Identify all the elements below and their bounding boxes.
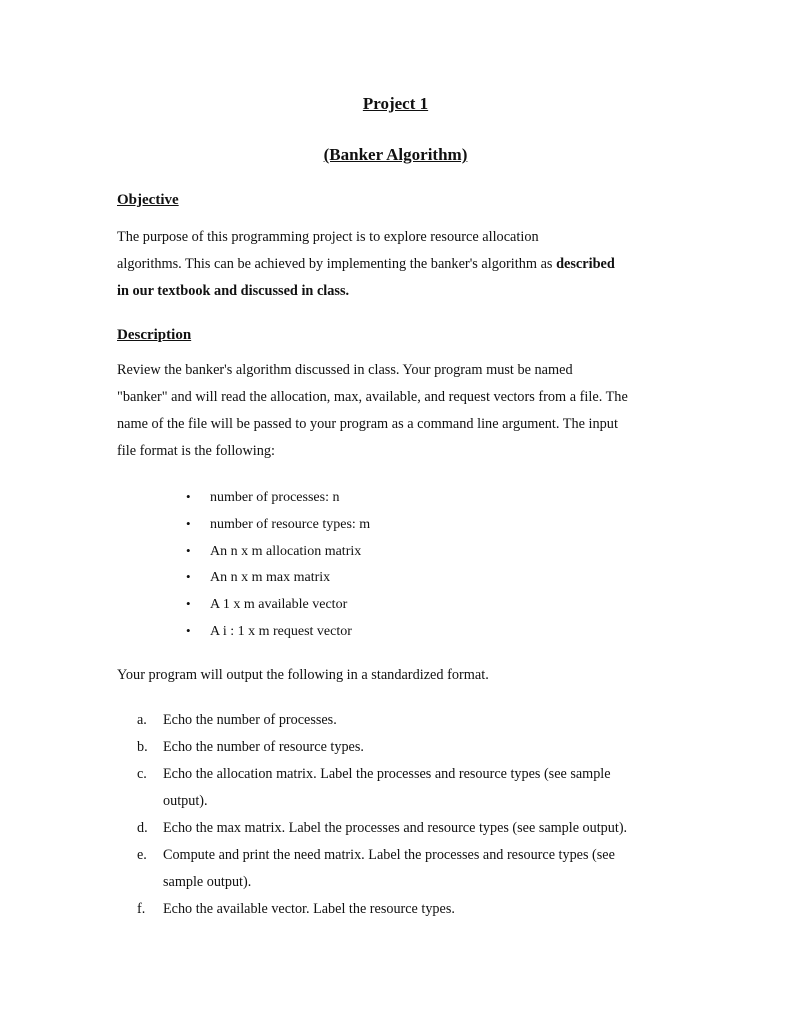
output-steps-list <box>137 707 693 923</box>
list-item: • A i : 1 x m request vector <box>186 618 370 645</box>
step-marker: a. <box>137 712 147 728</box>
list-item: e. Compute and print the need matrix. Label the processes and resource types (see sample output). <box>137 842 693 896</box>
step-marker: b. <box>137 739 148 755</box>
bullet-icon: • <box>186 596 191 612</box>
objective-heading: Objective <box>117 192 179 208</box>
document-subtitle: (Banker Algorithm) <box>323 145 468 164</box>
list-item: • An n x m allocation matrix <box>186 538 370 565</box>
objective-bold-text: described <box>556 256 615 272</box>
bullet-icon: • <box>186 569 191 585</box>
description-line: file format is the following: <box>117 443 276 459</box>
description-paragraph <box>117 357 687 465</box>
bullet-icon: • <box>186 489 191 504</box>
list-item: • number of resource types: m <box>186 511 370 538</box>
input-format-list <box>186 484 370 645</box>
objective-line-2: algorithms. This can be achieved by implementing the banker's algorithm as described <box>117 256 615 272</box>
list-item: • number of processes: n <box>186 484 370 511</box>
step-marker: f. <box>137 901 146 917</box>
list-item: d. Echo the max matrix. Label the processes and resource types (see sample output). <box>137 815 693 842</box>
objective-line-3 <box>117 278 687 305</box>
list-item: • A 1 x m available vector <box>186 591 370 618</box>
description-line: "banker" and will read the allocation, max, available, and request vectors from a file. The <box>117 389 628 405</box>
objective-paragraph <box>117 224 687 305</box>
objective-bold-line: in our textbook and discussed in class. <box>117 283 350 299</box>
list-item: a. Echo the number of processes. <box>137 707 693 734</box>
bullet-icon: • <box>186 515 191 531</box>
objective-line-1: The purpose of this programming project is to explore resource allocation <box>117 229 539 245</box>
bullet-icon: • <box>186 622 191 638</box>
step-marker: d. <box>137 820 148 836</box>
list-item: c. Echo the allocation matrix. Label the processes and resource types (see sample output). <box>137 761 693 815</box>
list-item: f. Echo the available vector. Label the resource types. <box>137 896 693 923</box>
list-item: • An n x m max matrix <box>186 564 370 591</box>
description-line: Review the banker's algorithm discussed in class. Your program must be named <box>117 362 573 378</box>
document-title: Project 1 <box>362 94 429 113</box>
description-heading: Description <box>117 327 192 343</box>
list-item: b. Echo the number of resource types. <box>137 734 693 761</box>
step-marker: e. <box>137 847 147 863</box>
step-marker: c. <box>137 766 147 782</box>
bullet-icon: • <box>186 542 191 558</box>
output-intro: Your program will output the following in a standardized format. <box>117 667 489 683</box>
description-line: name of the file will be passed to your program as a command line argument. The input <box>117 416 618 432</box>
